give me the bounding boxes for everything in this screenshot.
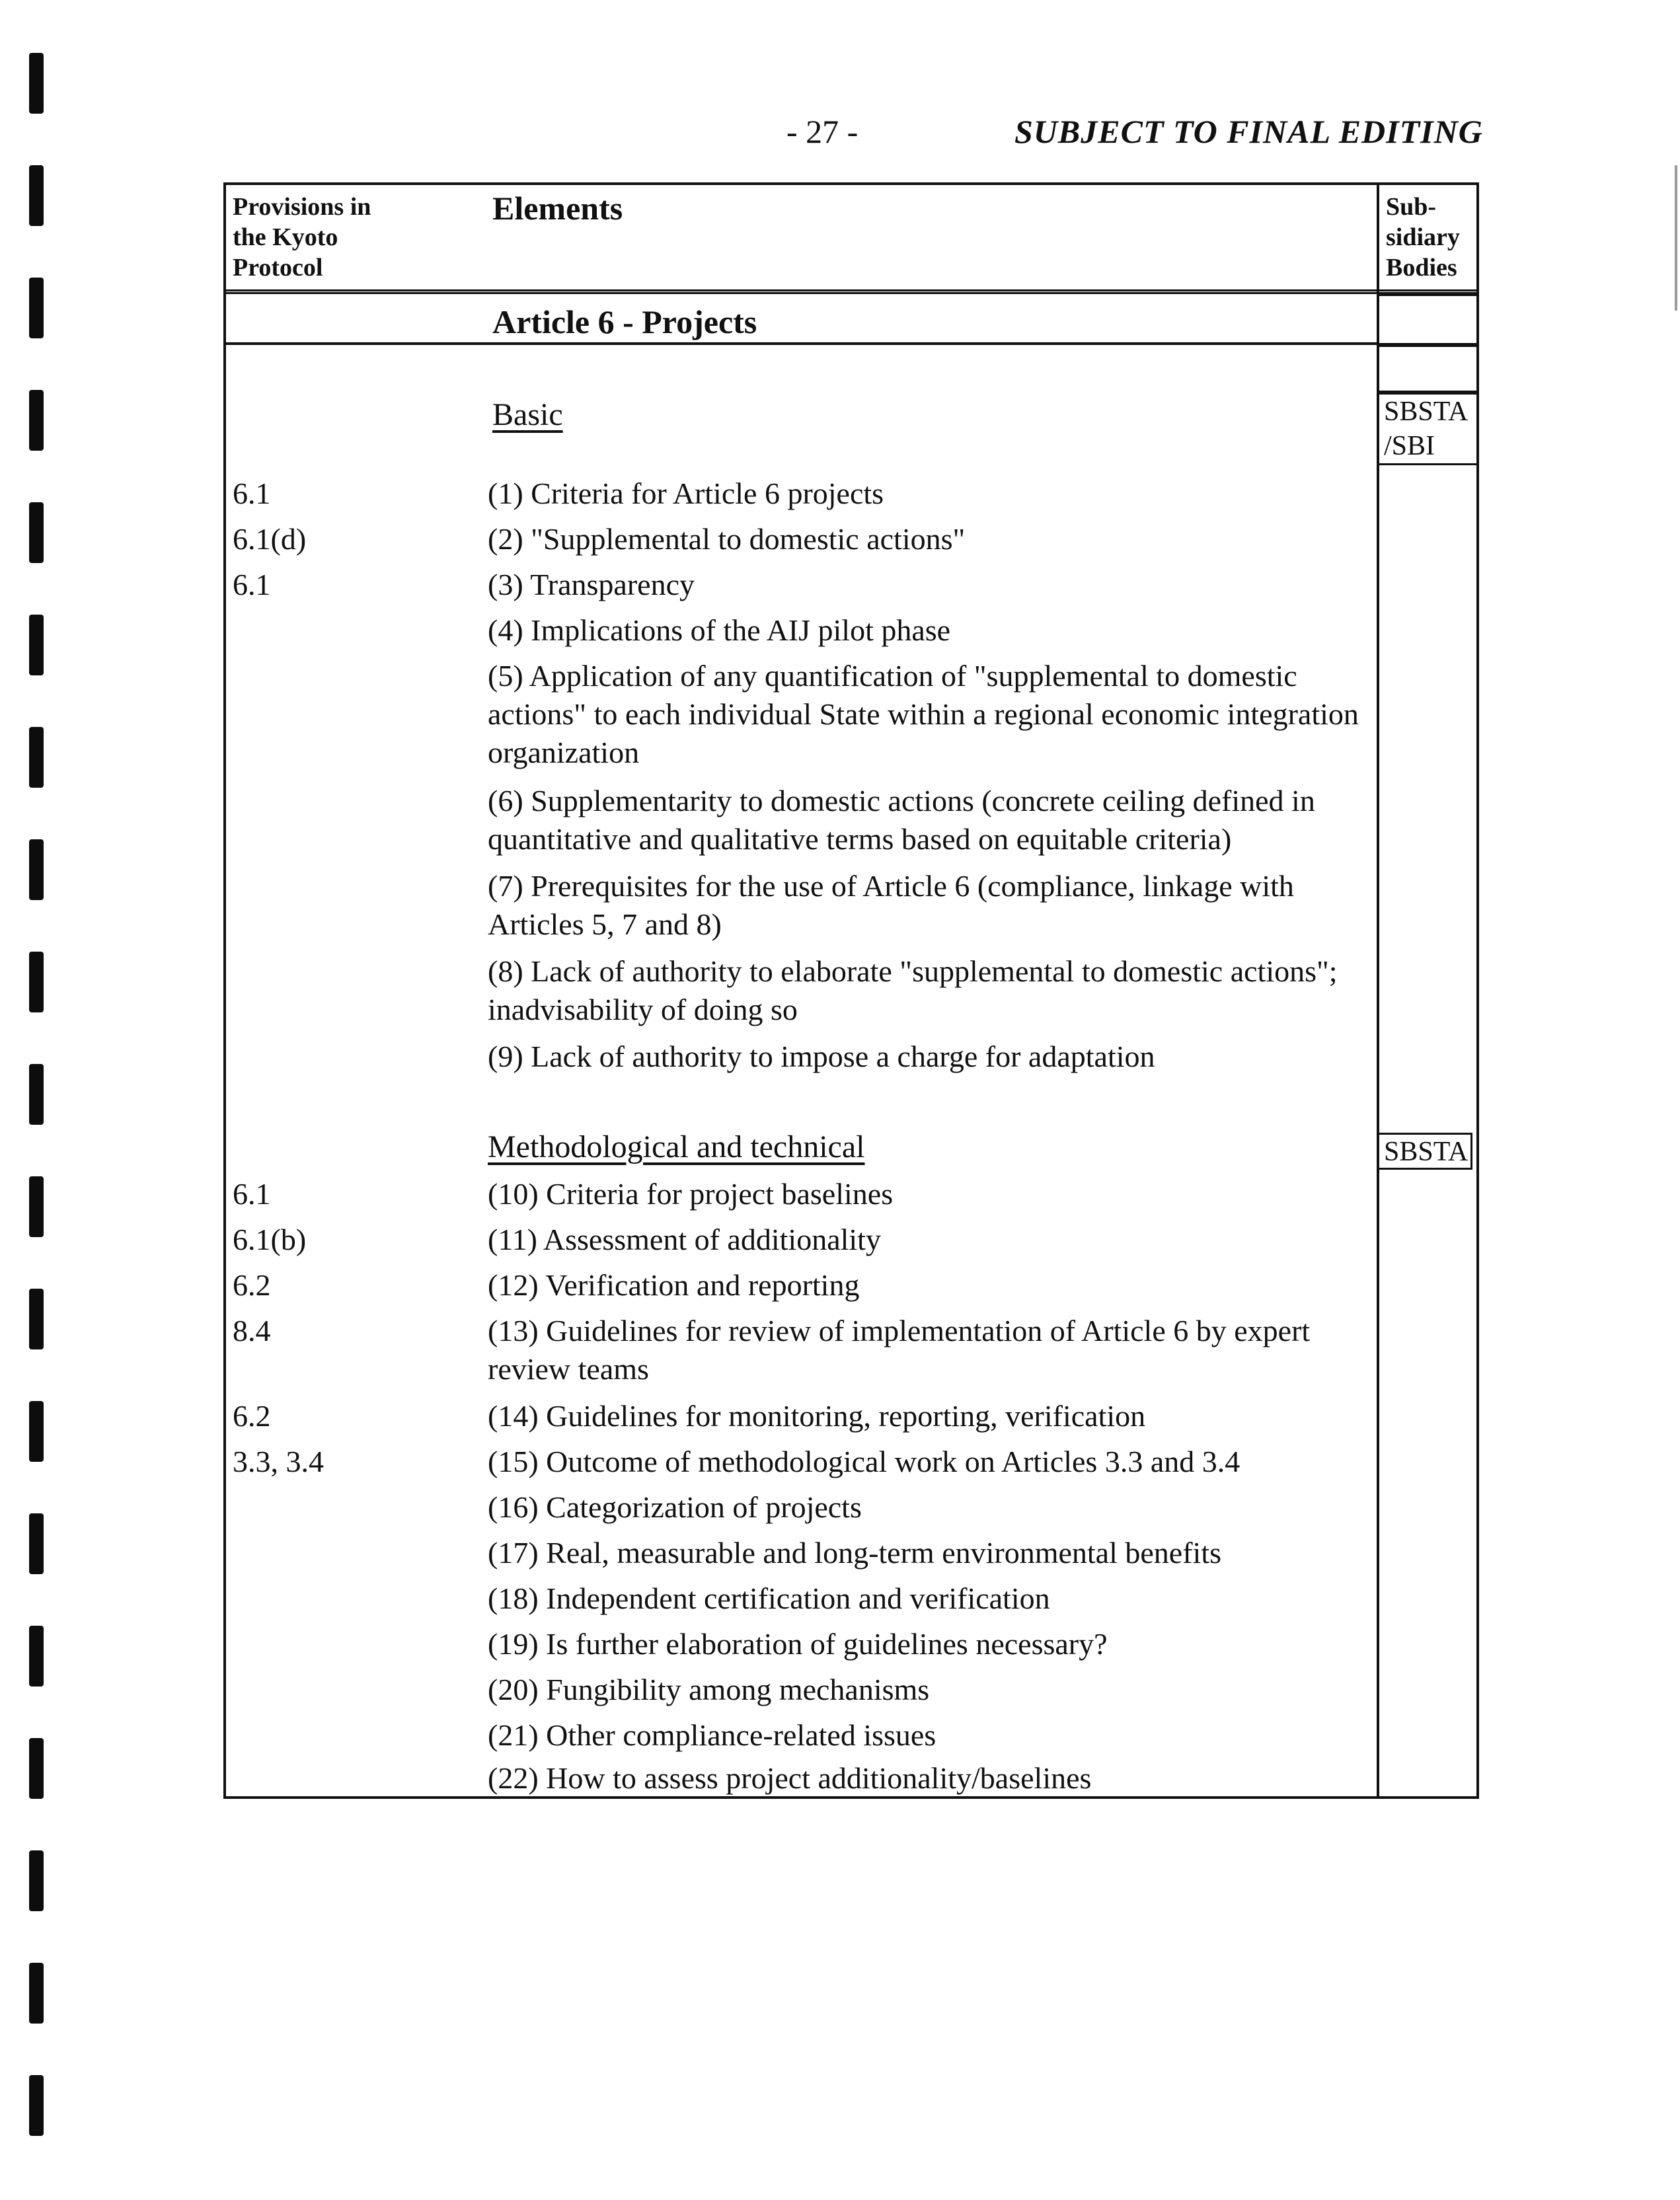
page-header bbox=[0, 112, 1680, 152]
editing-stamp: SUBJECT TO FINAL EDITING bbox=[1014, 113, 1483, 150]
element-text: (16) Categorization of projects bbox=[488, 1490, 862, 1524]
provision-ref: 6.1 bbox=[233, 1177, 271, 1211]
binder-hole bbox=[29, 278, 44, 338]
binder-hole bbox=[29, 952, 44, 1012]
binder-hole bbox=[29, 53, 44, 114]
header-rule bbox=[223, 289, 1479, 294]
element-text: (7) Prerequisites for the use of Article 6 (compliance, linkage with Articles 5, 7 and 8) bbox=[488, 869, 1294, 941]
binder-hole bbox=[29, 502, 44, 563]
element-text: (9) Lack of authority to impose a charge for adaptation bbox=[488, 1040, 1155, 1073]
element-text: (5) Application of any quantification of "supplemental to domestic actions" to each individual State within a regional economic integration organization bbox=[488, 659, 1359, 769]
provision-ref: 6.1(d) bbox=[233, 522, 307, 556]
binder-hole bbox=[29, 727, 44, 788]
provision-ref: 6.1(b) bbox=[233, 1223, 307, 1256]
column-header-subsidiary-bodies: Sub-sidiary Bodies bbox=[1386, 193, 1460, 282]
column-header-elements: Elements bbox=[492, 190, 623, 227]
provision-ref: 6.2 bbox=[233, 1268, 271, 1302]
provision-ref: 6.1 bbox=[233, 476, 271, 510]
element-text: (22) How to assess project additionality/baselines bbox=[488, 1761, 1092, 1795]
binder-hole bbox=[29, 1401, 44, 1462]
element-text: (18) Independent certification and verification bbox=[488, 1581, 1050, 1615]
binder-hole bbox=[29, 1289, 44, 1349]
element-text: (10) Criteria for project baselines bbox=[488, 1177, 894, 1211]
page-edge-shadow bbox=[1675, 165, 1677, 311]
binder-hole bbox=[29, 1513, 44, 1574]
element-text: (8) Lack of authority to elaborate "supplemental to domestic actions"; inadvisability of doing so bbox=[488, 954, 1338, 1026]
element-text: (21) Other compliance-related issues bbox=[488, 1718, 936, 1752]
provision-ref: 3.3, 3.4 bbox=[233, 1445, 324, 1478]
binder-hole bbox=[29, 1064, 44, 1125]
provision-ref: 6.2 bbox=[233, 1399, 271, 1433]
binder-holes bbox=[24, 53, 57, 2168]
element-text: (15) Outcome of methodological work on Articles 3.3 and 3.4 bbox=[488, 1445, 1241, 1478]
element-text: (1) Criteria for Article 6 projects bbox=[488, 476, 884, 510]
binder-hole bbox=[29, 2075, 44, 2136]
binder-hole bbox=[29, 1626, 44, 1687]
subsidiary-cell-empty bbox=[1377, 294, 1479, 345]
binder-hole bbox=[29, 839, 44, 900]
subsidiary-cell-empty bbox=[1377, 345, 1479, 393]
section-title-basic: Basic bbox=[492, 397, 563, 432]
binder-hole bbox=[29, 1963, 44, 2024]
element-text: (3) Transparency bbox=[488, 568, 695, 601]
binder-hole bbox=[29, 165, 44, 226]
section-title-methodological: Methodological and technical bbox=[488, 1129, 865, 1164]
binder-hole bbox=[29, 1176, 44, 1237]
element-text: (14) Guidelines for monitoring, reporting, verification bbox=[488, 1399, 1146, 1433]
element-text: (11) Assessment of additionality bbox=[488, 1223, 881, 1256]
element-text: (13) Guidelines for review of implementation of Article 6 by expert review teams bbox=[488, 1314, 1311, 1386]
binder-hole bbox=[29, 390, 44, 451]
element-text: (4) Implications of the AIJ pilot phase bbox=[488, 613, 951, 647]
provision-ref: 6.1 bbox=[233, 568, 271, 601]
subsidiary-bodies-basic: SBSTA /SBI bbox=[1377, 393, 1479, 465]
element-text: (17) Real, measurable and long-term environmental benefits bbox=[488, 1536, 1221, 1570]
element-text: (19) Is further elaboration of guidelines necessary? bbox=[488, 1627, 1108, 1661]
element-text: (12) Verification and reporting bbox=[488, 1268, 860, 1302]
column-header-provisions: Provisions in the Kyoto Protocol bbox=[233, 193, 371, 282]
provision-ref: 8.4 bbox=[233, 1314, 271, 1347]
page-number: - 27 - bbox=[786, 113, 859, 150]
element-text: (2) "Supplemental to domestic actions" bbox=[488, 522, 966, 556]
subsidiary-bodies-methodological: SBSTA bbox=[1377, 1133, 1472, 1170]
binder-hole bbox=[29, 1850, 44, 1911]
element-text: (6) Supplementarity to domestic actions (concrete ceiling defined in quantitative and qualitative terms based on equitable criteria) bbox=[488, 784, 1315, 856]
article-title: Article 6 - Projects bbox=[492, 303, 757, 340]
article-rule bbox=[223, 342, 1377, 345]
binder-hole bbox=[29, 1738, 44, 1799]
binder-hole bbox=[29, 615, 44, 675]
element-text: (20) Fungibility among mechanisms bbox=[488, 1673, 930, 1706]
